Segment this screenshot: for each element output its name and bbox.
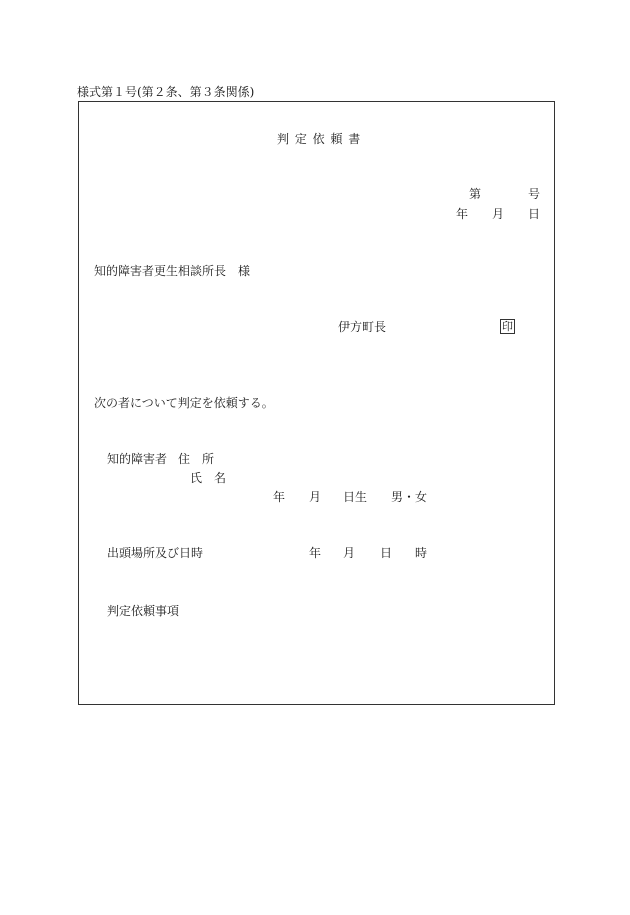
matters-label: 判定依頼事項 xyxy=(107,604,180,618)
seal-stamp xyxy=(500,319,515,334)
birth-day: 日生 xyxy=(343,490,368,504)
birth-month: 月 xyxy=(309,490,322,504)
seal-label: 印 xyxy=(502,320,513,333)
appearance-hour: 時 xyxy=(415,546,428,560)
form-caption: 様式第１号(第２条、第３条関係) xyxy=(77,85,255,99)
address-label: 住 所 xyxy=(178,452,215,466)
addressee: 知的障害者更生相談所長 様 xyxy=(94,264,251,278)
subject-label: 知的障害者 xyxy=(107,452,168,466)
request-text: 次の者について判定を依頼する。 xyxy=(94,396,274,410)
number-dai: 第 xyxy=(469,187,482,201)
appearance-day: 日 xyxy=(380,546,393,560)
appearance-label: 出頭場所及び日時 xyxy=(107,546,204,560)
sex-field: 男・女 xyxy=(391,490,428,504)
date-month: 月 xyxy=(492,207,505,221)
date-year: 年 xyxy=(456,207,469,221)
number-go: 号 xyxy=(528,187,541,201)
name-label: 氏 名 xyxy=(190,471,227,485)
date-day: 日 xyxy=(528,207,541,221)
appearance-year: 年 xyxy=(309,546,322,560)
birth-year: 年 xyxy=(273,490,286,504)
sender-name: 伊方町長 xyxy=(338,320,387,334)
form-title: 判 定 依 頼 書 xyxy=(277,132,362,146)
appearance-month: 月 xyxy=(343,546,356,560)
